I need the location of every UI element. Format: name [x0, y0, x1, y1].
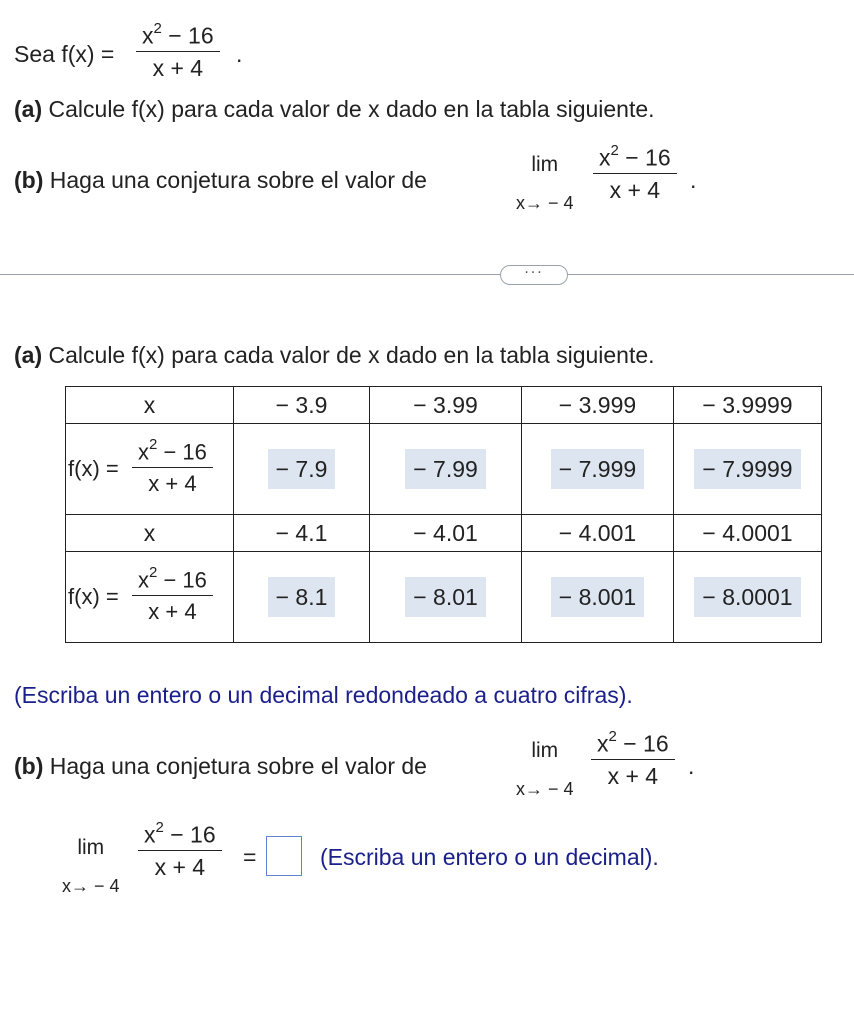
- x-value: − 3.9999: [674, 387, 822, 424]
- fx-answer[interactable]: − 8.01: [405, 577, 486, 617]
- x-value: − 4.001: [522, 515, 674, 552]
- part-b-limit-operator: lim x→ − 4: [516, 739, 574, 799]
- limit-answer-input[interactable]: [266, 836, 302, 876]
- fx-header: f(x) = $\frac{x^2 - 16}{x + 4}$: [66, 552, 234, 643]
- fx-answer-cell: [674, 552, 822, 643]
- fx-answer[interactable]: − 8.0001: [694, 577, 800, 617]
- section-divider: [0, 274, 854, 275]
- x-header: x: [66, 515, 234, 552]
- answer-limit-fraction: $\frac{x^2 - 16}{x + 4}$: [138, 815, 222, 883]
- fx-answer-cell: [370, 552, 522, 643]
- table-row: [66, 515, 822, 552]
- part-b-heading: (b) Haga una conjetura sobre el valor de: [14, 753, 427, 779]
- fx-answer[interactable]: − 8.1: [268, 577, 336, 617]
- top-part-a: (a) Calcule f(x) para cada valor de x dado en la tabla siguiente.: [14, 96, 655, 122]
- fx-answer[interactable]: − 8.001: [551, 577, 644, 617]
- fx-answer[interactable]: − 7.999: [551, 449, 644, 489]
- answer-limit-operator: lim x→ − 4: [62, 836, 120, 896]
- x-value: − 4.01: [370, 515, 522, 552]
- fx-answer[interactable]: − 7.99: [405, 449, 486, 489]
- x-value: − 3.99: [370, 387, 522, 424]
- x-value: − 3.999: [522, 387, 674, 424]
- values-table: [65, 386, 822, 643]
- fx-answer-cell: [234, 552, 370, 643]
- table-row: [66, 552, 822, 643]
- fx-answer-cell: [522, 424, 674, 515]
- fx-fraction: $\frac{x^2 - 16}{x + 4}$: [136, 16, 220, 84]
- fx-answer-cell: [234, 424, 370, 515]
- period: .: [236, 41, 243, 67]
- period: .: [688, 753, 695, 779]
- fx-answer-cell: [522, 552, 674, 643]
- x-value: − 4.1: [234, 515, 370, 552]
- top-limit-operator: lim x→ − 4: [516, 153, 574, 213]
- part-a-heading: (a) Calcule f(x) para cada valor de x dado en la tabla siguiente.: [14, 342, 655, 368]
- rounding-note: (Escriba un entero o un decimal redondeado a cuatro cifras).: [14, 682, 633, 708]
- table-row: [66, 424, 822, 515]
- table-row: [66, 387, 822, 424]
- fx-answer-cell: [370, 424, 522, 515]
- period: .: [690, 167, 697, 193]
- part-b-limit-fraction: $\frac{x^2 - 16}{x + 4}$: [591, 724, 675, 792]
- top-part-b: (b) Haga una conjetura sobre el valor de: [14, 167, 427, 193]
- fx-answer[interactable]: − 7.9: [268, 449, 336, 489]
- sea-label: Sea f(x) =: [14, 41, 115, 67]
- equals-sign: =: [243, 844, 257, 870]
- x-header: x: [66, 387, 234, 424]
- fx-header: f(x) = $\frac{x^2 - 16}{x + 4}$: [66, 424, 234, 515]
- fx-answer[interactable]: − 7.9999: [694, 449, 800, 489]
- fx-answer-cell: [674, 424, 822, 515]
- x-value: − 3.9: [234, 387, 370, 424]
- x-value: − 4.0001: [674, 515, 822, 552]
- expand-button[interactable]: ···: [500, 265, 568, 285]
- top-limit-fraction: $\frac{x^2 - 16}{x + 4}$: [593, 138, 677, 206]
- answer-note: (Escriba un entero o un decimal).: [320, 844, 659, 870]
